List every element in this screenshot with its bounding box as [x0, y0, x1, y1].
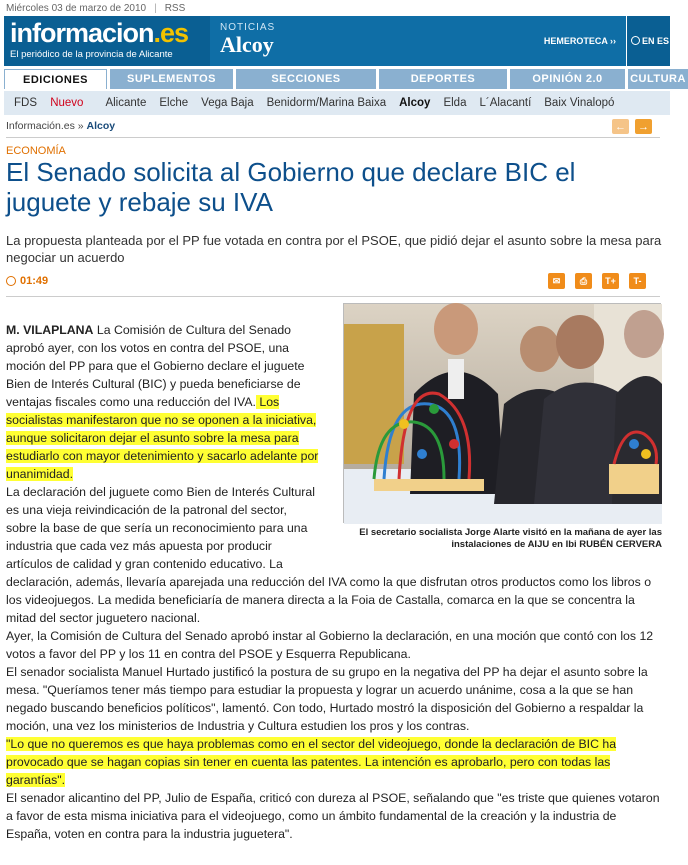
brand-name: informacion: [10, 18, 154, 48]
tagline: El periódico de la provincia de Alicante: [10, 49, 173, 60]
globe-icon: [631, 36, 640, 45]
clock-icon: [6, 276, 16, 286]
subnav-item-alacanti[interactable]: L´Alacantí: [479, 97, 532, 109]
paragraph: El senador socialista Manuel Hurtado justificó la postura de su grupo en la negativa del PP ha dejar el asunto sobre la mesa. "Queríamos tener más tiempo para estudiar la propuesta y lograr un acuerdo unánime, cosa a la que se han negado buscando beneficios políticos", lamentó. Con todo, Hurtado mostró la disposición del Gobierno a respaldar la moción, una vez los ministerios de Industria y Cultura estudien los pros y los contras.: [6, 665, 648, 733]
tab-suplementos[interactable]: SUPLEMENTOS: [110, 69, 233, 89]
article-time: [6, 275, 48, 287]
tab-opinion[interactable]: OPINIÓN 2.0: [510, 69, 625, 89]
paragraph: Ayer, la Comisión de Cultura del Senado aprobó instar al Gobierno la declaración, en una moción que contó con los 12 votos a favor del PP y los 11 en contra del PSOE y Esquerra Republicana.: [6, 629, 654, 661]
brand-domain: .es: [153, 18, 189, 48]
article-headline: El Senado solicita al Gobierno que declare BIC el juguete y rebaje su IVA: [6, 157, 576, 217]
section-name[interactable]: Alcoy: [220, 32, 274, 57]
prev-arrow-icon[interactable]: ←: [612, 119, 629, 134]
separator: |: [154, 2, 157, 14]
tab-cultura[interactable]: CULTURA: [628, 69, 688, 89]
photo-spacer: [320, 321, 662, 557]
print-icon[interactable]: ⎙: [575, 273, 592, 289]
time-label: 01:49: [20, 275, 49, 287]
section-kicker: NOTICIAS: [220, 22, 276, 33]
masthead: [4, 16, 670, 66]
email-icon[interactable]: ✉: [548, 273, 565, 289]
article-subtitle: La propuesta planteada por el PP fue votada en contra por el PSOE, que pidió dejar el asunto sobre la mesa para negociar un acuerdo: [6, 233, 662, 265]
paragraph-text: La Comisión de Cultura del Senado aprobó ayer, con los votos en contra del PSOE, una moción del PP para que el Gobierno declare el juguete Bien de Interés Cultural (BIC) y pueda beneficiarse de ventajas fiscales como una reducción del IVA.: [6, 323, 305, 409]
paragraph: La declaración del juguete como Bien de Interés Cultural es una vieja reivindicación de la patronal del sector, sobre la base de que sería un reconocimiento para una industria que cada vez más apuesta por producir artículos de calidad y gran contenido educativo. La declaración, además, llevaría aparejada una reducción del IVA como la que disfrutan otros productos como los libros o los videojuegos. La medida beneficiaría de manera directa a la Foia de Castalla, comarca en la que se concentra la mitad del sector juguetero nacional.: [6, 485, 652, 625]
breadcrumb-root[interactable]: Información.es »: [6, 120, 84, 132]
article-nav: [612, 119, 652, 134]
site-logo[interactable]: [4, 16, 210, 66]
next-arrow-icon[interactable]: →: [635, 119, 652, 134]
paragraph: El senador alicantino del PP, Julio de España, criticó con dureza al PSOE, señalando que "es triste que quienes votaron a favor de esta misma iniciativa para el videojuego, como un ámbito fundamental de la creación y la industria de España, voten en contra para la industria juguetera".: [6, 791, 660, 841]
tab-secciones[interactable]: SECCIONES: [236, 69, 376, 89]
divider: [6, 137, 660, 138]
article-author: M. VILAPLANA: [6, 323, 94, 337]
en-es-link[interactable]: [626, 16, 670, 66]
en-es-label: EN ES: [642, 36, 670, 46]
paragraph: [6, 735, 662, 789]
subnav-item-alicante[interactable]: Alicante: [105, 97, 147, 109]
highlighted-text: Los socialistas manifestaron que no se oponen a la iniciativa, aunque solicitaron dejar el asunto sobre la mesa para estudiarlo con mayor detenimiento y sacarlo adelante por unanimidad.: [6, 395, 319, 481]
section-header: [210, 16, 285, 66]
subnav-item-elche[interactable]: Elche: [159, 97, 189, 109]
editions-nav: [4, 91, 670, 115]
fds-label: FDS: [14, 97, 37, 109]
article-body: [6, 321, 662, 843]
text-decrease-icon[interactable]: T-: [629, 273, 646, 289]
nuevo-badge: Nuevo: [50, 97, 84, 109]
tab-ediciones[interactable]: EDICIONES: [4, 69, 107, 89]
date-label: Miércoles 03 de marzo de 2010: [6, 2, 147, 14]
article-category[interactable]: ECONOMÍA: [6, 145, 66, 157]
highlighted-quote: "Lo que no queremos es que haya problemas como en el sector del videojuego, donde la declaración de BIC ha provocado que se hagan copias sin tener en cuenta las patentes. La intención es aprobarlo, pero con todas las garantías".: [6, 737, 617, 787]
subnav-item-fds[interactable]: [4, 97, 93, 109]
subnav-item-alcoy[interactable]: Alcoy: [399, 97, 431, 109]
rss-link[interactable]: RSS: [164, 2, 186, 14]
main-nav: [4, 69, 686, 89]
subnav-item-vega-baja[interactable]: Vega Baja: [201, 97, 254, 109]
article-tools: [548, 273, 646, 289]
divider: [6, 296, 660, 297]
text-increase-icon[interactable]: T+: [602, 273, 619, 289]
breadcrumb: [6, 120, 115, 132]
tab-deportes[interactable]: DEPORTES: [379, 69, 507, 89]
breadcrumb-current[interactable]: Alcoy: [86, 120, 116, 132]
hemeroteca-link[interactable]: HEMEROTECA ››: [543, 36, 616, 46]
subnav-item-benidorm[interactable]: Benidorm/Marina Baixa: [266, 97, 387, 109]
photo-caption: El secretario socialista Jorge Alarte visitó en la mañana de ayer las instalaciones de AIJU en Ibi RUBÉN CERVERA: [359, 527, 662, 550]
subnav-item-baix-vinalopo[interactable]: Baix Vinalopó: [544, 97, 615, 109]
top-bar: [0, 0, 670, 16]
subnav-item-elda[interactable]: Elda: [443, 97, 467, 109]
